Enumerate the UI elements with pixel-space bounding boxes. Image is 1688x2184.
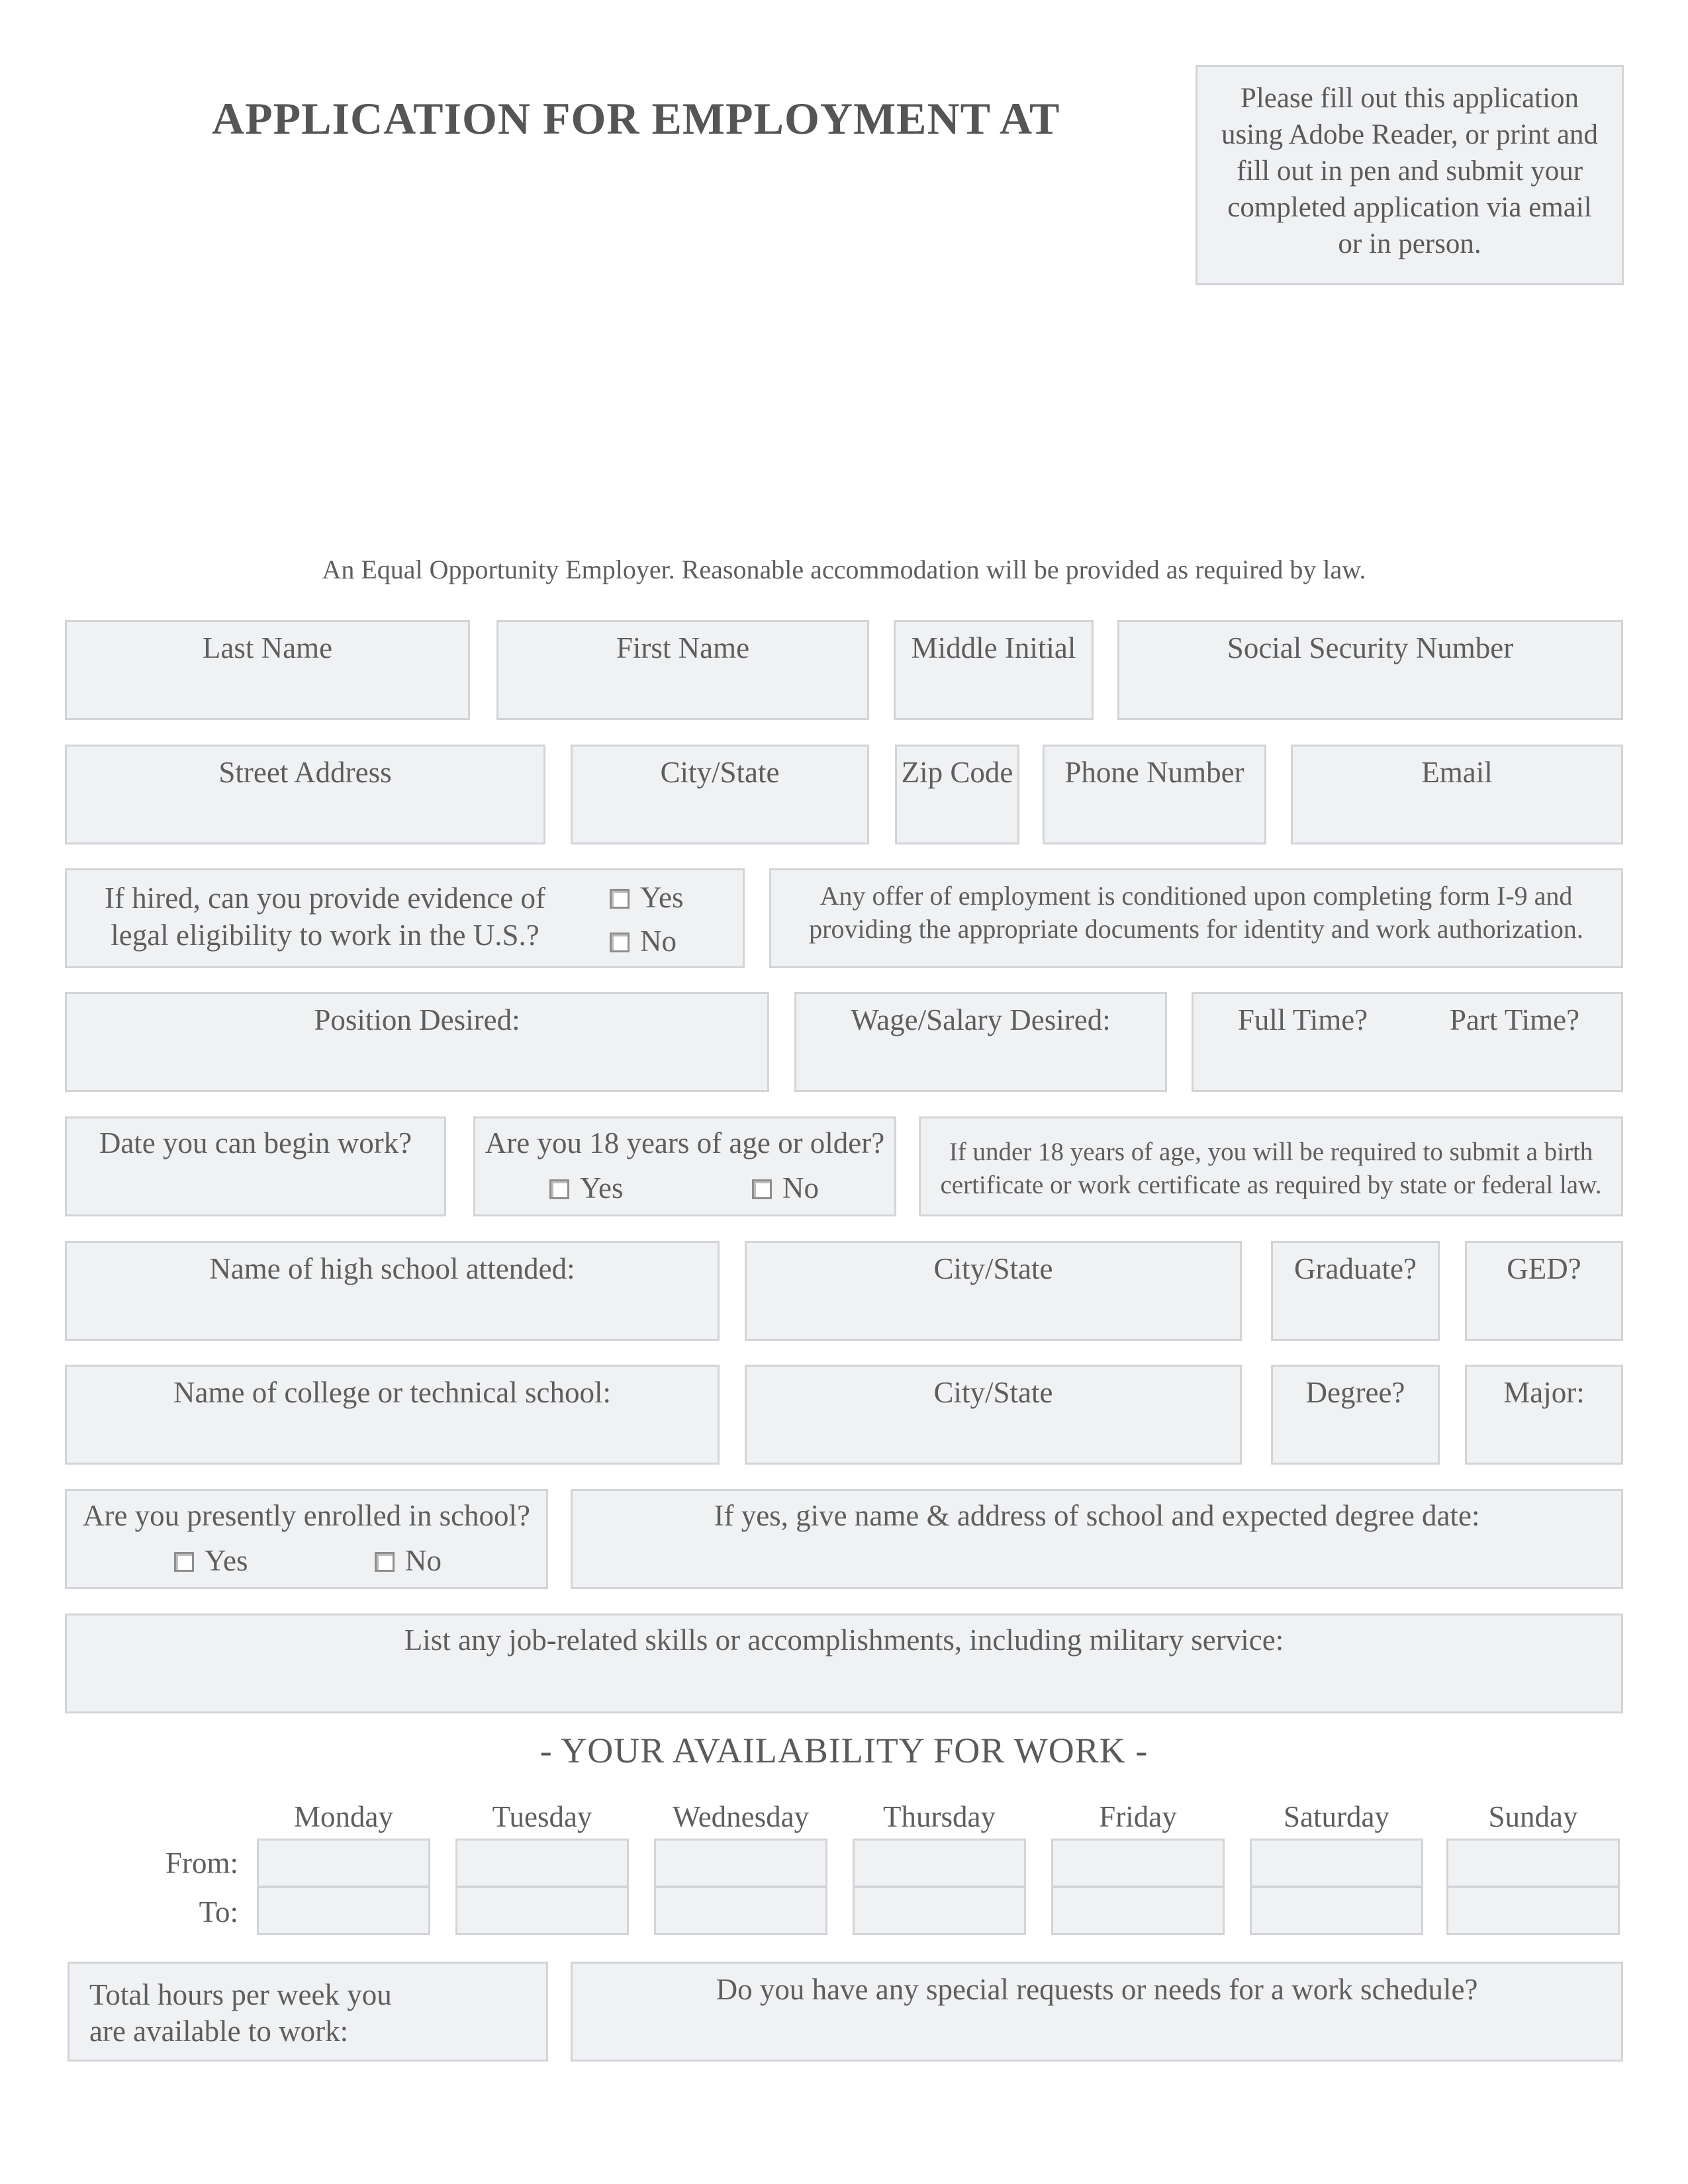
age-question-label: Are you 18 years of age or older? bbox=[485, 1126, 885, 1160]
i9-notice-box bbox=[769, 868, 1623, 968]
enrollment-question-label: Are you presently enrolled in school? bbox=[82, 1499, 531, 1532]
instructions-line: fill out in pen and submit your bbox=[1236, 156, 1583, 187]
begin-date-label: Date you can begin work? bbox=[99, 1126, 412, 1160]
first-name-label: First Name bbox=[616, 631, 750, 664]
age-no-label: No bbox=[782, 1171, 819, 1205]
monday-to-field[interactable] bbox=[257, 1886, 430, 1935]
wage-desired-field[interactable] bbox=[794, 992, 1167, 1092]
skills-field[interactable] bbox=[65, 1614, 1623, 1713]
day-label-tuesday: Tuesday bbox=[492, 1800, 592, 1833]
zip-code-label: Zip Code bbox=[901, 756, 1013, 789]
phone-number-label: Phone Number bbox=[1064, 756, 1244, 789]
age-question-box bbox=[473, 1116, 896, 1216]
eligibility-no-label: No bbox=[640, 925, 677, 958]
instructions-line: completed application via email bbox=[1227, 192, 1592, 223]
saturday-to-field[interactable] bbox=[1250, 1886, 1423, 1935]
college-city-state-field[interactable] bbox=[745, 1365, 1242, 1465]
checkbox-icon[interactable] bbox=[174, 1552, 194, 1572]
day-label-sunday: Sunday bbox=[1488, 1800, 1578, 1833]
begin-date-field[interactable] bbox=[65, 1116, 446, 1216]
sunday-to-field[interactable] bbox=[1446, 1886, 1620, 1935]
day-label-thursday: Thursday bbox=[883, 1800, 996, 1833]
email-label: Email bbox=[1421, 756, 1493, 789]
zip-code-field[interactable] bbox=[895, 745, 1019, 844]
instructions-line: Please fill out this application bbox=[1240, 83, 1579, 114]
thursday-from-field[interactable] bbox=[853, 1839, 1026, 1888]
age-notice-line: If under 18 years of age, you will be required to submit a birth bbox=[949, 1138, 1593, 1166]
instructions-box bbox=[1196, 65, 1624, 285]
checkbox-icon[interactable] bbox=[375, 1552, 395, 1572]
total-hours-field[interactable] bbox=[68, 1962, 548, 2062]
age-yes-label: Yes bbox=[580, 1171, 624, 1205]
day-label-saturday: Saturday bbox=[1284, 1800, 1389, 1833]
degree-field[interactable] bbox=[1271, 1365, 1440, 1465]
tuesday-to-field[interactable] bbox=[455, 1886, 629, 1935]
tuesday-from-field[interactable] bbox=[455, 1839, 629, 1888]
eligibility-no-option[interactable] bbox=[610, 923, 677, 960]
graduate-label: Graduate? bbox=[1294, 1252, 1417, 1285]
position-desired-label: Position Desired: bbox=[314, 1003, 520, 1036]
ged-field[interactable] bbox=[1465, 1241, 1623, 1341]
email-field[interactable] bbox=[1291, 745, 1623, 844]
equal-opportunity-statement: An Equal Opportunity Employer. Reasonable accommodation will be provided as required by law. bbox=[322, 555, 1366, 584]
special-requests-field[interactable] bbox=[571, 1962, 1623, 2062]
first-name-field[interactable] bbox=[496, 620, 869, 720]
college-city-state-label: City/State bbox=[933, 1376, 1053, 1409]
ged-label: GED? bbox=[1507, 1252, 1581, 1285]
day-label-friday: Friday bbox=[1099, 1800, 1177, 1833]
last-name-label: Last Name bbox=[202, 631, 333, 664]
age-notice-box bbox=[919, 1116, 1623, 1216]
city-state-field[interactable] bbox=[571, 745, 869, 844]
instructions-line: using Adobe Reader, or print and bbox=[1221, 119, 1599, 150]
enrollment-yes-option[interactable] bbox=[174, 1543, 248, 1579]
wage-desired-label: Wage/Salary Desired: bbox=[851, 1003, 1111, 1036]
day-label-monday: Monday bbox=[294, 1800, 393, 1833]
major-field[interactable] bbox=[1465, 1365, 1623, 1465]
position-desired-field[interactable] bbox=[65, 992, 769, 1092]
major-label: Major: bbox=[1503, 1376, 1585, 1409]
monday-from-field[interactable] bbox=[257, 1839, 430, 1888]
instructions-line: or in person. bbox=[1338, 228, 1481, 259]
enrollment-question-box bbox=[65, 1489, 548, 1589]
enrollment-no-label: No bbox=[405, 1544, 442, 1577]
street-address-label: Street Address bbox=[218, 756, 392, 789]
checkbox-icon[interactable] bbox=[610, 933, 630, 952]
total-hours-label-line: are available to work: bbox=[89, 2015, 349, 2048]
enrollment-no-option[interactable] bbox=[375, 1543, 442, 1579]
from-label: From: bbox=[165, 1846, 238, 1880]
school-details-field[interactable] bbox=[571, 1489, 1623, 1589]
skills-label: List any job-related skills or accomplishments, including military service: bbox=[404, 1623, 1284, 1657]
city-state-label: City/State bbox=[660, 756, 780, 789]
saturday-from-field[interactable] bbox=[1250, 1839, 1423, 1888]
last-name-field[interactable] bbox=[65, 620, 470, 720]
college-name-label: Name of college or technical school: bbox=[173, 1376, 611, 1409]
high-school-name-field[interactable] bbox=[65, 1241, 720, 1341]
wednesday-to-field[interactable] bbox=[654, 1886, 827, 1935]
full-time-label: Full Time? bbox=[1237, 1003, 1368, 1036]
high-school-city-state-field[interactable] bbox=[745, 1241, 1242, 1341]
middle-initial-label: Middle Initial bbox=[911, 631, 1076, 664]
special-requests-label: Do you have any special requests or needs for a work schedule? bbox=[716, 1973, 1478, 2006]
phone-number-field[interactable] bbox=[1043, 745, 1266, 844]
sunday-from-field[interactable] bbox=[1446, 1839, 1620, 1888]
i9-notice-line: providing the appropriate documents for identity and work authorization. bbox=[809, 914, 1583, 944]
middle-initial-field[interactable] bbox=[894, 620, 1094, 720]
i9-notice-line: Any offer of employment is conditioned upon completing form I-9 and bbox=[820, 881, 1573, 911]
ssn-field[interactable] bbox=[1117, 620, 1623, 720]
to-label: To: bbox=[199, 1895, 238, 1929]
graduate-field[interactable] bbox=[1271, 1241, 1440, 1341]
friday-from-field[interactable] bbox=[1051, 1839, 1225, 1888]
employment-type-box[interactable] bbox=[1192, 992, 1623, 1092]
high-school-name-label: Name of high school attended: bbox=[209, 1252, 575, 1285]
availability-heading: - YOUR AVAILABILITY FOR WORK - bbox=[539, 1731, 1149, 1770]
thursday-to-field[interactable] bbox=[853, 1886, 1026, 1935]
age-notice-line: certificate or work certificate as required by state or federal law. bbox=[940, 1171, 1602, 1199]
age-no-option[interactable] bbox=[752, 1170, 819, 1206]
checkbox-icon[interactable] bbox=[610, 889, 630, 909]
eligibility-question-line: If hired, can you provide evidence of bbox=[105, 882, 545, 915]
total-hours-label-line: Total hours per week you bbox=[89, 1978, 392, 2011]
part-time-label: Part Time? bbox=[1449, 1003, 1580, 1036]
ssn-label: Social Security Number bbox=[1227, 631, 1514, 664]
street-address-field[interactable] bbox=[65, 745, 545, 844]
eligibility-yes-option[interactable] bbox=[610, 880, 683, 916]
school-details-label: If yes, give name & address of school and expected degree date: bbox=[714, 1499, 1480, 1532]
enrollment-yes-label: Yes bbox=[205, 1544, 248, 1577]
degree-label: Degree? bbox=[1305, 1376, 1405, 1409]
checkbox-icon[interactable] bbox=[752, 1179, 772, 1199]
checkbox-icon[interactable] bbox=[549, 1179, 569, 1199]
form-title: APPLICATION FOR EMPLOYMENT AT bbox=[212, 93, 1060, 144]
college-name-field[interactable] bbox=[65, 1365, 720, 1465]
high-school-city-state-label: City/State bbox=[933, 1252, 1053, 1285]
wednesday-from-field[interactable] bbox=[654, 1839, 827, 1888]
work-eligibility-box bbox=[65, 868, 745, 968]
day-label-wednesday: Wednesday bbox=[672, 1800, 810, 1833]
eligibility-yes-label: Yes bbox=[640, 881, 684, 914]
friday-to-field[interactable] bbox=[1051, 1886, 1225, 1935]
eligibility-question-line: legal eligibility to work in the U.S.? bbox=[111, 919, 539, 952]
age-yes-option[interactable] bbox=[549, 1170, 623, 1206]
